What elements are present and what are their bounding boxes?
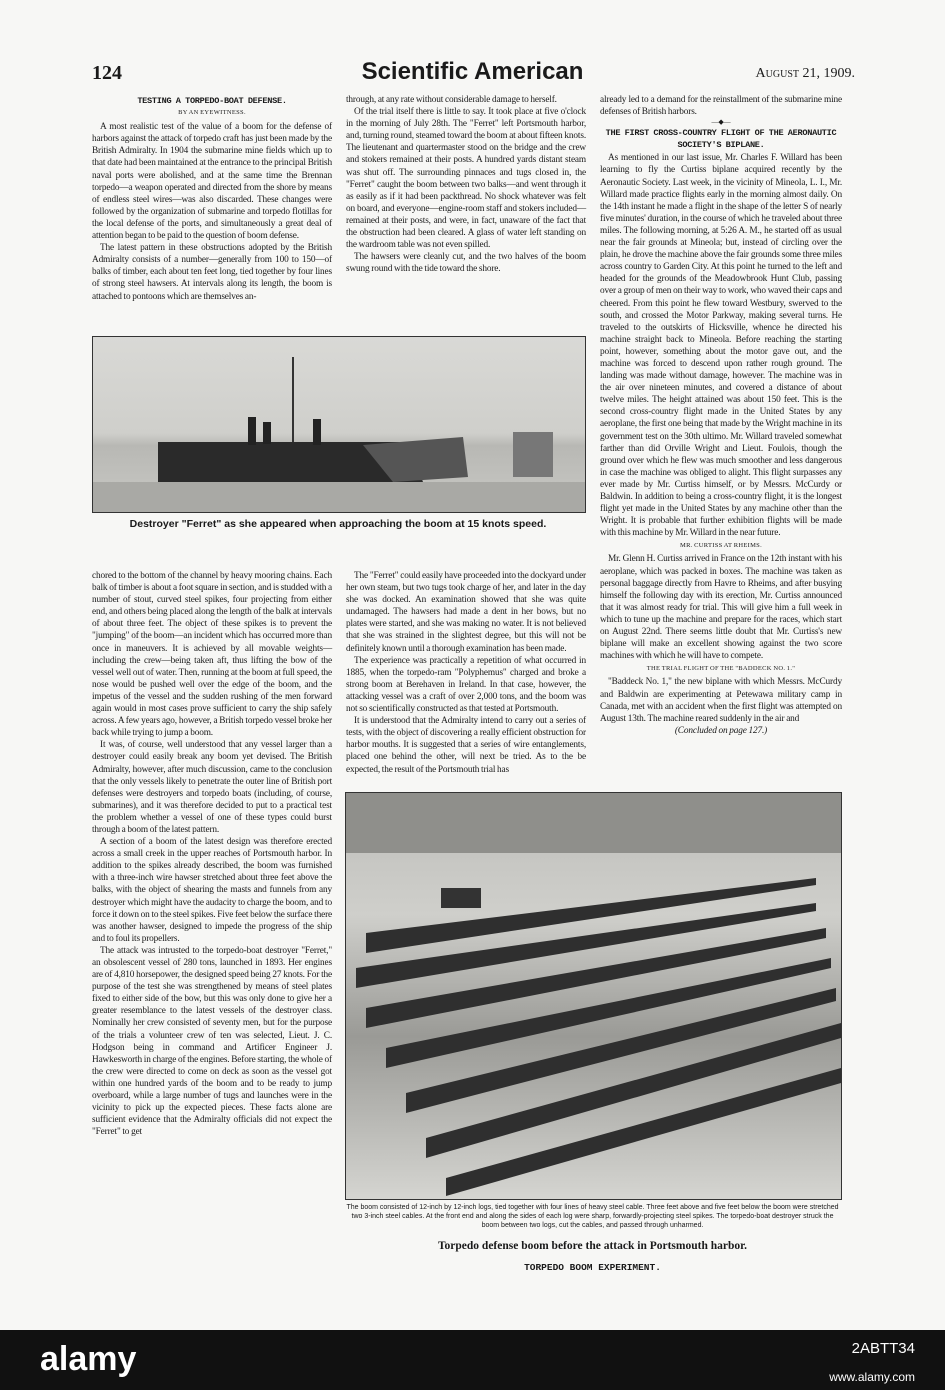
- paragraph: The hawsers were cleanly cut, and the two halves of the boom swung round with the tide toward the shore.: [346, 252, 586, 275]
- column-1-top: [92, 94, 332, 303]
- continued-note: (Concluded on page 127.): [674, 725, 768, 736]
- paragraph: The experience was practically a repetition of what occurred in 1885, when the torpedo-ram "Polyphemus" charged and broke a strong boom at Berehaven in Ireland. In that case, however, the attacking vessel was a craft of over 2,000 tons, and the boom was not so scientifically constructed as that tested at Portsmouth.: [346, 655, 586, 715]
- page-number: 124: [92, 62, 122, 84]
- torpedo-boom-photo: [345, 792, 842, 1200]
- paragraph: already led to a demand for the reinstallment of the submarine mine defenses of British harbors.: [600, 95, 842, 118]
- photo-2-caption: Torpedo defense boom before the attack in Portsmouth harbor.: [437, 1240, 748, 1252]
- destroyer-ship-image: [93, 337, 585, 512]
- paragraph: The latest pattern in these obstructions adopted by the British Admiralty consists of a number—generally from 100 to 150—of balks of timber, each about ten feet long, tied together by four lines of strong steel hawsers. At intervals along its length, the boom is attached to pontoons which are themselves an-: [92, 243, 332, 302]
- article-title: THE FIRST CROSS-COUNTRY FLIGHT OF THE AERONAUTIC SOCIETY'S BIPLANE.: [605, 128, 837, 151]
- column-2-bottom: [346, 570, 586, 776]
- watermark-bar: [0, 1330, 945, 1390]
- watermark-url: www.alamy.com: [829, 1370, 915, 1384]
- paragraph: Mr. Glenn H. Curtiss arrived in France on the 12th instant with his aeroplane, which was packed in boxes. The machine was taken as personal baggage directly from Havre to Rheims, and after busying himself the following day with its erection, Mr. Curtiss announced that it was almost ready for trial. This will give him a full week in which to tune up the machine and prepare for the races, which start on August 22nd. There seems little doubt that Mr. Curtiss's new biplane will make an excellent showing against the two score machines with which he will have to compete.: [600, 554, 842, 662]
- alamy-logo: alamy: [40, 1340, 137, 1378]
- paragraph: A most realistic test of the value of a boom for the defense of harbors against the attack of torpedo craft has just been made by the British Admiralty. In 1904 the submarine mine fields which up to that date had been maintained at the entrance to the principal British naval ports were abolished, and at the same time the Brennan torpedo—a weapon operated and directed from the shore by means of endless steel wires—was also discarded. These changes were followed by the organization of submarine and torpedo flotillas for the local defense of the ports, and simultaneously a great deal of attention began to be paid to the question of boom defense.: [92, 122, 332, 242]
- destroyer-photo: [92, 336, 586, 513]
- paragraph: "Baddeck No. 1," the new biplane with which Messrs. McCurdy and Baldwin are experimenting at Petewawa military camp in Canada, met with an accident when the first flight was attempted on August 13th. The machine reared suddenly in the air and: [600, 677, 842, 724]
- paragraph: It is understood that the Admiralty intend to carry out a series of tests, with the object of discovering a really efficient obstruction for harbor mouths. It is suggested that a series of wire entanglements, placed one behind the other, will next be tried. As to the be expected, the result of the Portsmouth trial has: [346, 716, 586, 775]
- masthead: Scientific American: [361, 58, 584, 85]
- column-2-top: [346, 94, 586, 275]
- paragraph: It was, of course, well understood that any vessel larger than a destroyer could easily break any boom yet devised. The British Admiralty, however, after much discussion, came to the conclusion that the only vessels likely to penetrate the outer line of British port defenses were destroyers and torpedo boats (including, of course, submarines), and it was therefore decided to put to a practical test the problem whether a vessel of one of these types could burst through a boom of the latest pattern.: [92, 740, 332, 835]
- paragraph: chored to the bottom of the channel by heavy mooring chains. Each balk of timber is about a foot square in section, and is studded with a number of stout, curved steel spikes, four projecting from either end, and others being placed along the length of the balk at intervals of about three feet. The object of these spikes is to prevent the "jumping" of the boom—an incident which has occurred more than once in maneuvers. It is achieved by all movable weights—including the crew—being taken aft, thus lifting the bow of the vessel well out of water. Then, running at the boom at full speed, the nose would be pushed well over the edge of the boom, and the impetus of the vessel and the sudden rushing of the men forward again would in most cases prove sufficient to carry the ship safely across. A few years ago, however, a British torpedo vessel broke her back while trying to jump a boom.: [92, 571, 332, 739]
- photo-2-description: The boom consisted of 12-inch by 12-inch logs, tied together with four lines of heavy steel cable. Three feet above and five feet below the boom were stretched two 3-inch steel cables. At the front end and along the sides of each log were sharp, forwardly-projecting steel spikes. The torpedo-boat destroyer struck the boom between two logs, cut the cables, and passed through unharmed.: [346, 1204, 839, 1229]
- paragraph: The "Ferret" could easily have proceeded into the dockyard under her own steam, but two tugs took charge of her, and later in the day she was docked. An examination showed that she was quite undamaged. The hawsers had made a dent in her bows, but no plates were started, and she was making no water. It is not believed that she was strained in the slightest degree, but this will not be definitely known until a thorough examination has been made.: [346, 571, 586, 654]
- byline: BY AN EYEWITNESS.: [178, 109, 246, 117]
- paragraph: through, at any rate without considerable damage to herself.: [346, 95, 557, 105]
- paragraph: The attack was intrusted to the torpedo-boat destroyer "Ferret," an obsolescent vessel of 280 tons, launched in 1893. Her engines are of 4,810 horsepower, the designed speed being 27 knots. For the purpose of the test she was strengthened by means of steel plates fixed to either side of the bow, but this was only done to give her a greater resemblance to the latest vessels of the destroyer class. Nominally her crew consisted of seventy men, but for the purpose of the trials a volunteer crew of ten was selected, Lieut. J. C. Hodgson being in command and Artificer Engineer J. Hawkesworth in charge of the engines. Before starting, the whole of the crew were directed to come on deck as soon as the vessel got within one hundred yards of the boom and to be ready to jump overboard, while a large number of tugs and launches were in the vicinity to pick up the expected pieces. These facts alone are sufficient evidence that the Admiralty officials did not expect the "Ferret" to get: [92, 945, 332, 1138]
- column-1-bottom: [92, 570, 332, 1138]
- paragraph: Of the trial itself there is little to say. It took place at five o'clock in the morning of July 28th. The "Ferret" left Portsmouth harbor, and, turning round, steamed toward the boom at about fifteen knots. The lieutenant and quartermaster stood on the bridge and the crew and stokers remained at their posts. A hundred yards distant steam was shut off. The surrounding pinnaces and tugs closed in, the "Ferret" caught the boom between two balks—and went through it as easily as if it had been packthread. No shock whatever was felt on board, and everyone—engine-room staff and stokers included—remained at their posts, and were, in fact, unaware of the fact that the obstruction had been cleared. A glass of water left standing on the wardroom table was not even spilled.: [346, 107, 586, 251]
- paragraph: A section of a boom of the latest design was therefore erected across a small creek in the upper reaches of Portsmouth harbor. In addition to the spikes already described, the boom was furnished with a three-inch wire hawser stretched about three feet above the balks, with the object of shearing the masts and funnels from any destroyer which might have the audacity to charge the boom, and to force it down on to the steel spikes. Five feet below the surface there was another hawser, designed to impede the progress of the ship and to foul its propellers.: [92, 837, 332, 944]
- subheading: THE TRIAL FLIGHT OF THE "BADDECK NO. 1.": [646, 665, 796, 673]
- photo-1-caption: Destroyer "Ferret" as she appeared when approaching the boom at 15 knots speed.: [129, 518, 547, 530]
- image-id: 2ABTT34: [851, 1340, 915, 1357]
- subheading: MR. CURTISS AT RHEIMS.: [679, 542, 762, 550]
- paragraph: As mentioned in our last issue, Mr. Charles F. Willard has been learning to fly the Curtiss biplane acquired recently by the Aeronautic Society. Last week, in the vicinity of Mineola, L. I., Mr. Willard made practice flights early in the morning almost daily. On the 14th instant he made a flight in the shape of the letter S of nearly five minutes' duration, in the course of which he traveled about three miles. The following morning, at 5:26 A. M., he started off as usual near the fair grounds at Mineola; but, instead of circling over the plain, he drove the machine above the fair grounds some three miles across country to Garden City. At this point he turned to the left and headed for the grounds of the Meadowbrook Hunt Club, passing over a group of men on their way to work, who waved their caps and cheered. From this point he flew toward Westbury, swerved to the south, and crossed the Motor Parkway, making several turns. He traveled to the outskirts of Hicksville, whence he directed his machine straight back to Mineola. Before reaching the starting point, however, something about the motor gave out, and the machine was forced to descend upon rather rough ground. The landing was made without damage, however. The machine was in the air over nineteen minutes, and covered a distance of about twelve miles. The height attained was about 150 feet. This is the second cross-country flight made in the United States by any aeroplane, the first one being that made by the Wright machine in its government test on the 30th ultimo. Mr. Willard traveled somewhat farther than did Orville Wright and Lieut. Foulois, though the ground over which he flew was much smoother and less dangerous in case the machine was obliged to alight. This flight surpasses any ever made by Mr. Curtiss himself, or by Messrs. McCurdy or Baldwin. In addition to being a cross-country flight, it is the longest flight yet made in the United States by any machine other than the Wright. It is probable that further exhibition flights will be made with this machine by Mr. Willard in the near future.: [600, 153, 842, 539]
- issue-date: August 21, 1909.: [755, 66, 855, 81]
- column-3: [600, 94, 842, 737]
- divider: —◆—: [711, 118, 731, 127]
- section-title: TORPEDO BOOM EXPERIMENT.: [524, 1262, 661, 1273]
- article-title: TESTING A TORPEDO-BOAT DEFENSE.: [137, 96, 287, 106]
- boom-logs-image: [346, 793, 841, 1199]
